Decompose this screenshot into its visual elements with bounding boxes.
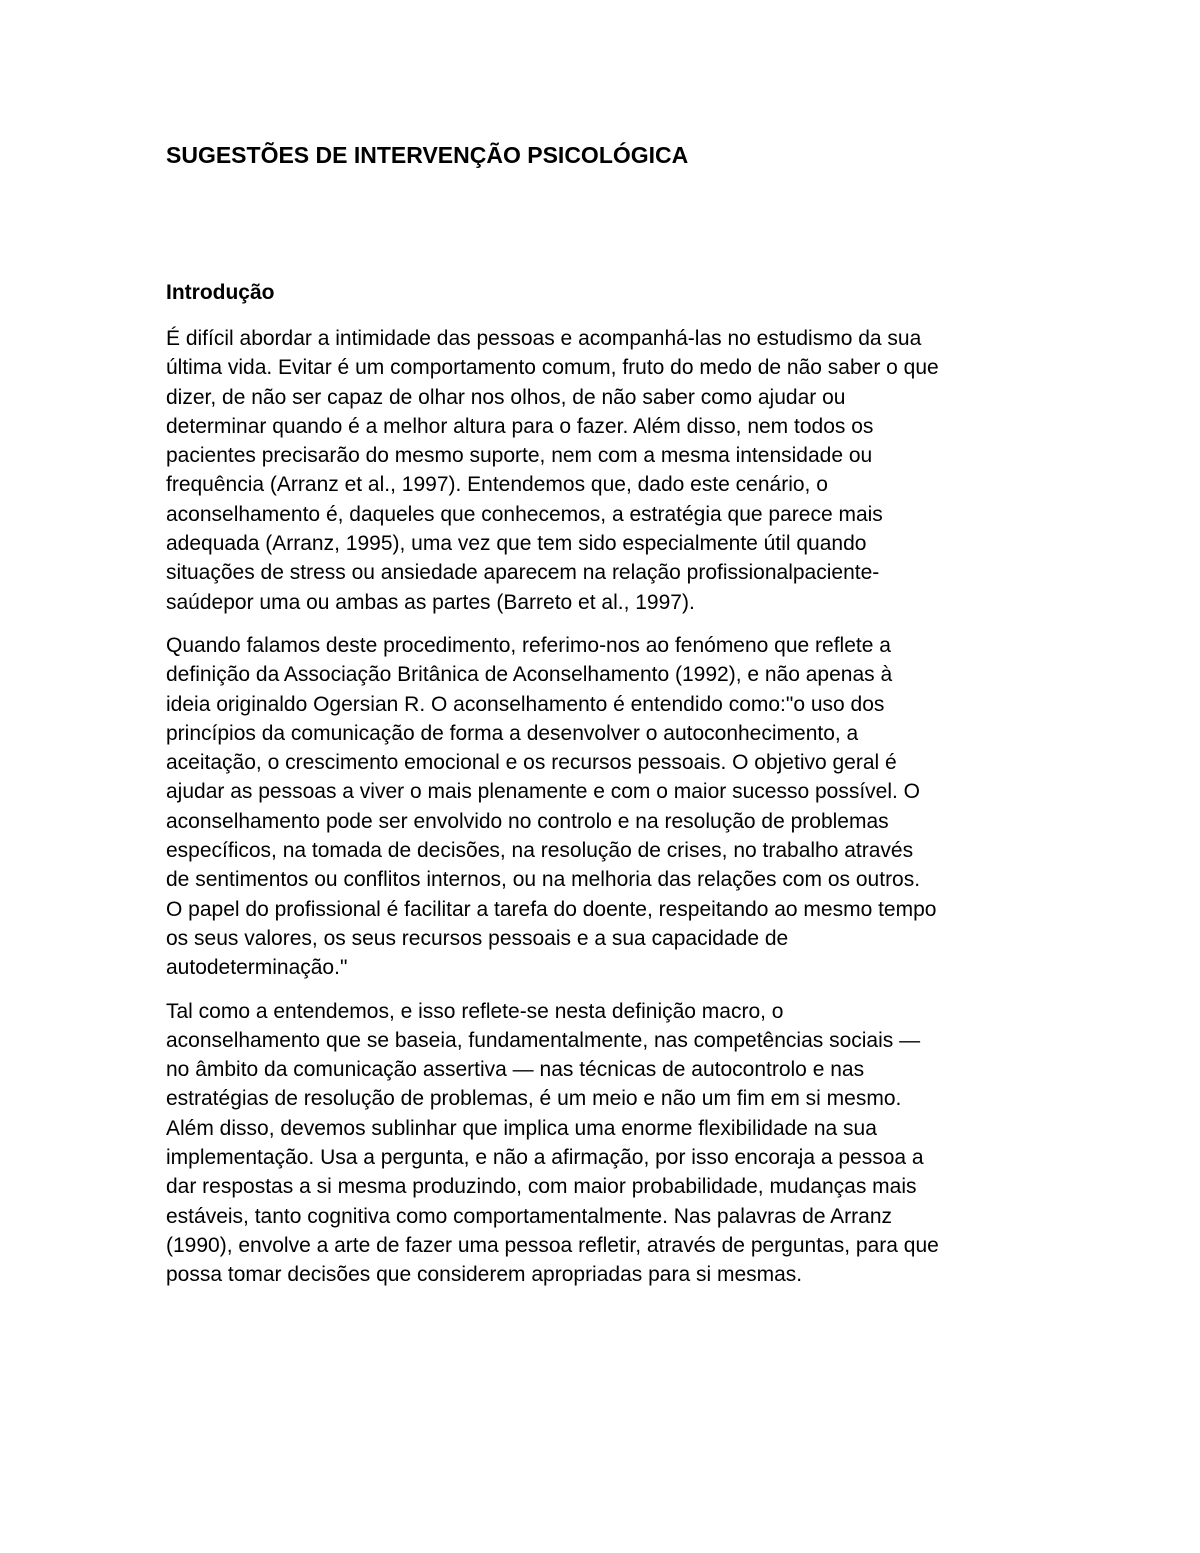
text-line: aconselhamento pode ser envolvido no controlo e na resolução de problemas: [166, 809, 889, 833]
text-line: de sentimentos ou conflitos internos, ou na melhoria das relações com os outros.: [166, 868, 921, 892]
text-line: aconselhamento que se baseia, fundamentalmente, nas competências sociais —: [166, 1028, 921, 1052]
text-line: Quando falamos deste procedimento, referimo-nos ao fenómeno que reflete a: [166, 633, 891, 657]
text-line: Além disso, devemos sublinhar que implica uma enorme flexibilidade na sua: [166, 1116, 877, 1140]
text-line: saúdepor uma ou ambas as partes (Barreto et al., 1997).: [166, 590, 695, 614]
text-line: os seus valores, os seus recursos pessoais e a sua capacidade de: [166, 926, 789, 950]
text-line: ideia originaldo Ogersian R. O aconselhamento é entendido como:"o uso dos: [166, 692, 885, 716]
text-line: aconselhamento é, daqueles que conhecemos, a estratégia que parece mais: [166, 502, 883, 526]
text-line: dar respostas a si mesma produzindo, com maior probabilidade, mudanças mais: [166, 1175, 917, 1199]
text-line: autodeterminação.": [166, 956, 348, 980]
paragraph-1: [166, 324, 1046, 617]
text-line: determinar quando é a melhor altura para o fazer. Além disso, nem todos os: [166, 414, 874, 438]
text-line: estratégias de resolução de problemas, é um meio e não um fim em si mesmo.: [166, 1087, 902, 1111]
text-line: última vida. Evitar é um comportamento comum, fruto do medo de não saber o que: [166, 356, 939, 380]
paragraph-2: [166, 631, 1046, 983]
text-line: implementação. Usa a pergunta, e não a afirmação, por isso encoraja a pessoa a: [166, 1146, 924, 1170]
text-line: O papel do profissional é facilitar a tarefa do doente, respeitando ao mesmo tempo: [166, 897, 937, 921]
text-line: É difícil abordar a intimidade das pessoas e acompanhá-las no estudismo da sua: [166, 327, 922, 350]
text-line: ajudar as pessoas a viver o mais plenamente e com o maior sucesso possível. O: [166, 780, 921, 804]
text-line: pacientes precisarão do mesmo suporte, nem com a mesma intensidade ou: [166, 444, 873, 468]
text-line: Tal como a entendemos, e isso reflete-se nesta definição macro, o: [166, 999, 784, 1023]
text-line: situações de stress ou ansiedade aparecem na relação profissionalpaciente-: [166, 561, 880, 585]
text-line: adequada (Arranz, 1995), uma vez que tem sido especialmente útil quando: [166, 532, 867, 556]
text-line: aceitação, o crescimento emocional e os recursos pessoais. O objetivo geral é: [166, 751, 897, 775]
text-line: frequência (Arranz et al., 1997). Entendemos que, dado este cenário, o: [166, 473, 828, 497]
text-line: estáveis, tanto cognitiva como comportamentalmente. Nas palavras de Arranz: [166, 1204, 893, 1228]
text-line: (1990), envolve a arte de fazer uma pessoa refletir, através de perguntas, para que: [166, 1233, 939, 1257]
text-line: específicos, na tomada de decisões, na resolução de crises, no trabalho através: [166, 839, 914, 863]
body-text: [166, 324, 1046, 1304]
paragraph-3: [166, 997, 1046, 1290]
text-line: dizer, de não ser capaz de olhar nos olhos, de não saber como ajudar ou: [166, 385, 846, 409]
text-line: possa tomar decisões que considerem apropriadas para si mesmas.: [166, 1263, 803, 1287]
document-title: SUGESTÕES DE INTERVENÇÃO PSICOLÓGICA: [166, 142, 689, 168]
text-line: princípios da comunicação de forma a desenvolver o autoconhecimento, a: [166, 721, 859, 745]
text-line: definição da Associação Britânica de Aconselhamento (1992), e não apenas à: [166, 663, 893, 687]
section-heading-introducao: Introdução: [166, 281, 275, 304]
text-line: no âmbito da comunicação assertiva — nas técnicas de autocontrolo e nas: [166, 1058, 865, 1082]
